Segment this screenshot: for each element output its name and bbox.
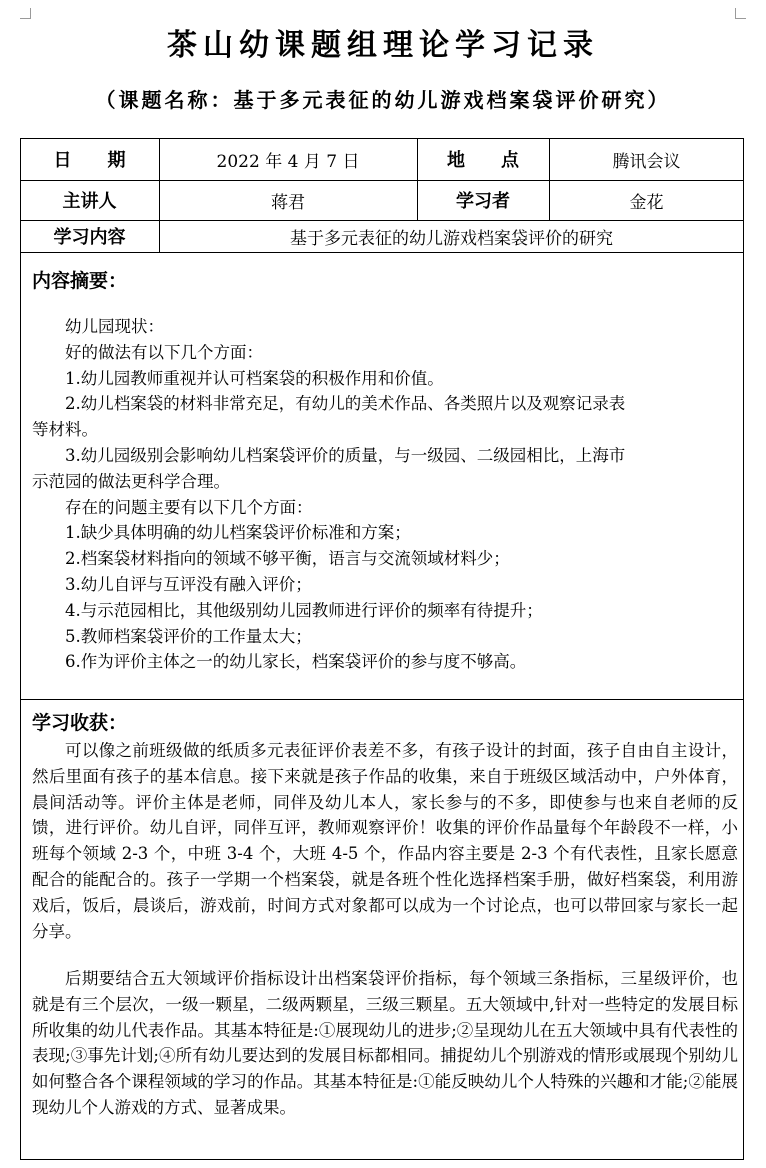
date-label: 日 期 bbox=[53, 150, 126, 171]
margin-corner-mark-right bbox=[735, 8, 746, 19]
table-rule bbox=[20, 252, 744, 253]
page-title: 茶山幼课题组理论学习记录 bbox=[167, 28, 599, 63]
summary-line: 1.幼儿园教师重视并认可档案袋的积极作用和价值。 bbox=[65, 368, 444, 388]
date-value: 2022 年 4 月 7 日 bbox=[216, 151, 360, 172]
content-label: 学习内容 bbox=[53, 227, 126, 248]
table-rule bbox=[20, 699, 744, 700]
summary-line: 3.幼儿自评与互评没有融入评价； bbox=[65, 574, 312, 594]
learner-value: 金花 bbox=[629, 192, 664, 213]
margin-corner-mark-left bbox=[20, 8, 31, 19]
summary-line: 等材料。 bbox=[32, 420, 98, 440]
gains-paragraph-2: 后期要结合五大领域评价指标设计出档案袋评价指标，每个领域三条指标，三星级评价，也就是有三个层次，一级一颗星，二级两颗星，三级三颗星。五大领域中,针对一些特定的发展目标所收集的幼儿代表作品。其基本特征是:①展现幼儿的进步;②呈现幼儿在五大领域中具有代表性的表现;③事先计划;④所有幼儿要达到的发展目标都相同。捕捉幼儿个别游戏的情形或展现个别幼儿如何整合各个课程领域的学习的作品。其基本特征是:①能反映幼儿个人特殊的兴趣和才能;②能展现幼儿个人游戏的方式、显著成果。 bbox=[32, 969, 738, 1117]
summary-line: 2.档案袋材料指向的领域不够平衡，语言与交流领域材料少； bbox=[65, 549, 510, 569]
summary-line: 好的做法有以下几个方面： bbox=[65, 342, 263, 362]
gains-paragraph-1: 可以像之前班级做的纸质多元表征评价表差不多，有孩子设计的封面，孩子自由自主设计，然后里面有孩子的基本信息。接下来就是孩子作品的收集，来自于班级区域活动中，户外体育，晨间活动等。评价主体是老师，同伴及幼儿本人，家长参与的不多，即使参与也来自老师的反馈，进行评价。幼儿自评，同伴互评，教师观察评价！收集的评价作品量每个年龄段不一样，小班每个领域 2-3 个，中班 3-4 个，大班 4-5 个，作品内容主要是 2-3 个有代表性，且家长愿意配合的能配合的。孩子一学期一个档案袋，就是各班个性化选择档案手册，做好档案袋，利用游戏后，饭后，晨谈后，游戏前，时间方式对象都可以成为一个讨论点，也可以带回家与家长一起分享。 bbox=[32, 741, 738, 941]
summary-line: 4.与示范园相比，其他级别幼儿园教师进行评价的频率有待提升； bbox=[65, 600, 543, 620]
speaker-label: 主讲人 bbox=[62, 191, 117, 212]
summary-line: 3.幼儿园级别会影响幼儿档案袋评价的质量，与一级园、二级园相比，上海市 bbox=[65, 445, 626, 465]
place-value: 腾讯会议 bbox=[612, 151, 681, 172]
summary-line: 存在的问题主要有以下几个方面： bbox=[65, 497, 313, 517]
summary-line: 示范园的做法更科学合理。 bbox=[32, 471, 230, 491]
learner-label: 学习者 bbox=[456, 191, 510, 212]
speaker-value: 蒋君 bbox=[271, 192, 305, 213]
content-value: 基于多元表征的幼儿游戏档案袋评价的研究 bbox=[290, 228, 613, 249]
summary-line: 6.作为评价主体之一的幼儿家长，档案袋评价的参与度不够高。 bbox=[65, 652, 527, 672]
summary-line: 幼儿园现状： bbox=[65, 317, 164, 336]
page-subtitle: （课题名称：基于多元表征的幼儿游戏档案袋评价研究） bbox=[95, 88, 671, 112]
summary-heading: 内容摘要： bbox=[32, 270, 128, 292]
summary-line: 5.教师档案袋评价的工作量太大； bbox=[65, 626, 312, 646]
place-label: 地 点 bbox=[447, 150, 519, 171]
summary-line: 2.幼儿档案袋的材料非常充足，有幼儿的美术作品、各类照片以及观察记录表 bbox=[65, 394, 626, 414]
summary-line: 1.缺少具体明确的幼儿档案袋评价标准和方案； bbox=[65, 523, 411, 543]
gains-heading: 学习收获： bbox=[32, 712, 128, 734]
summary-text bbox=[32, 314, 738, 675]
